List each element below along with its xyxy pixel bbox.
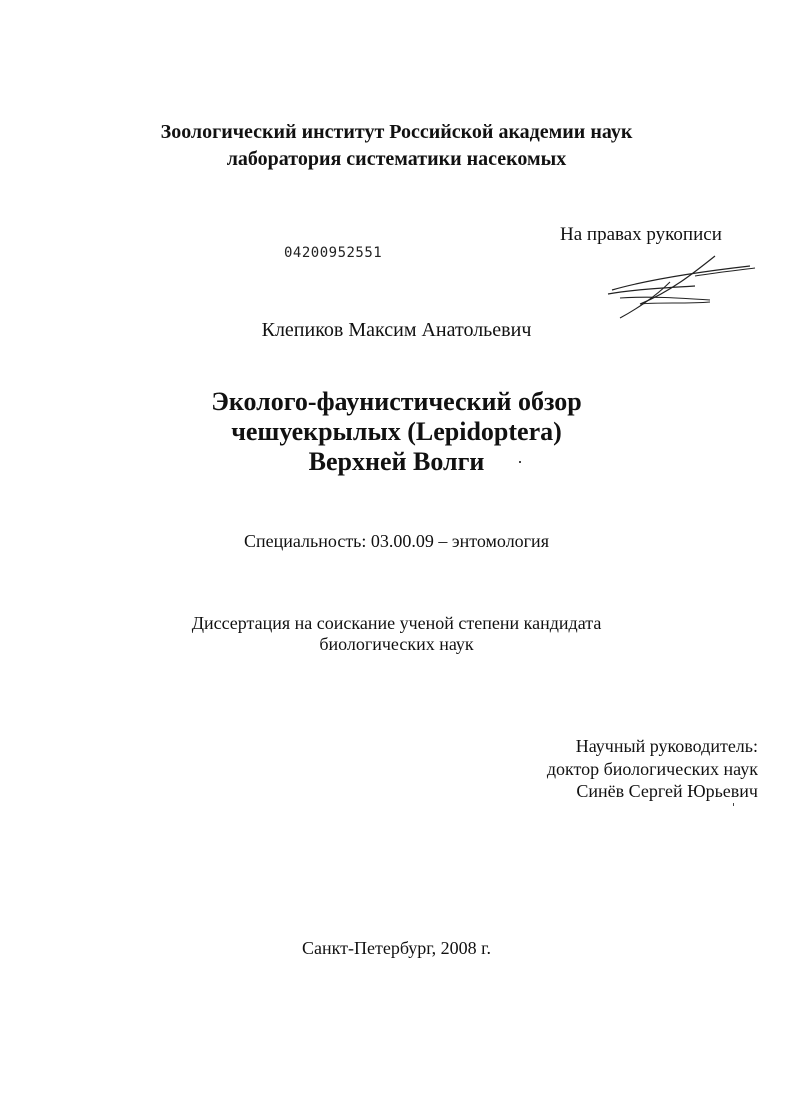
author-name: Клепиков Максим Анатольевич	[261, 319, 532, 341]
city-year: Санкт-Петербург, 2008 г.	[301, 938, 492, 958]
supervisor-degree: доктор биологических наук	[546, 759, 758, 779]
archive-number: 04200952551	[284, 245, 383, 261]
supervisor-name: Синёв Сергей Юрьевич	[576, 781, 758, 801]
supervisor-label: Научный руководитель:	[575, 736, 758, 756]
scan-speck	[733, 803, 734, 806]
scan-speck	[519, 461, 521, 463]
handwritten-signature	[600, 252, 760, 322]
specialty: Специальность: 03.00.09 – энтомология	[244, 531, 549, 551]
degree-line-2: биологических наук	[319, 634, 474, 654]
dissertation-title-line-2: чешуекрылых (Lepidoptera)	[231, 417, 562, 446]
institution-name: Зоологический институт Российской академии наук	[160, 121, 633, 143]
dissertation-title-line-1: Эколого-фаунистический обзор	[211, 387, 582, 416]
degree-line-1: Диссертация на соискание ученой степени кандидата	[191, 613, 602, 633]
dissertation-title-line-3: Верхней Волги	[308, 447, 485, 476]
manuscript-rights-note: На правах рукописи	[560, 224, 722, 245]
laboratory-name: лаборатория систематики насекомых	[226, 148, 567, 170]
